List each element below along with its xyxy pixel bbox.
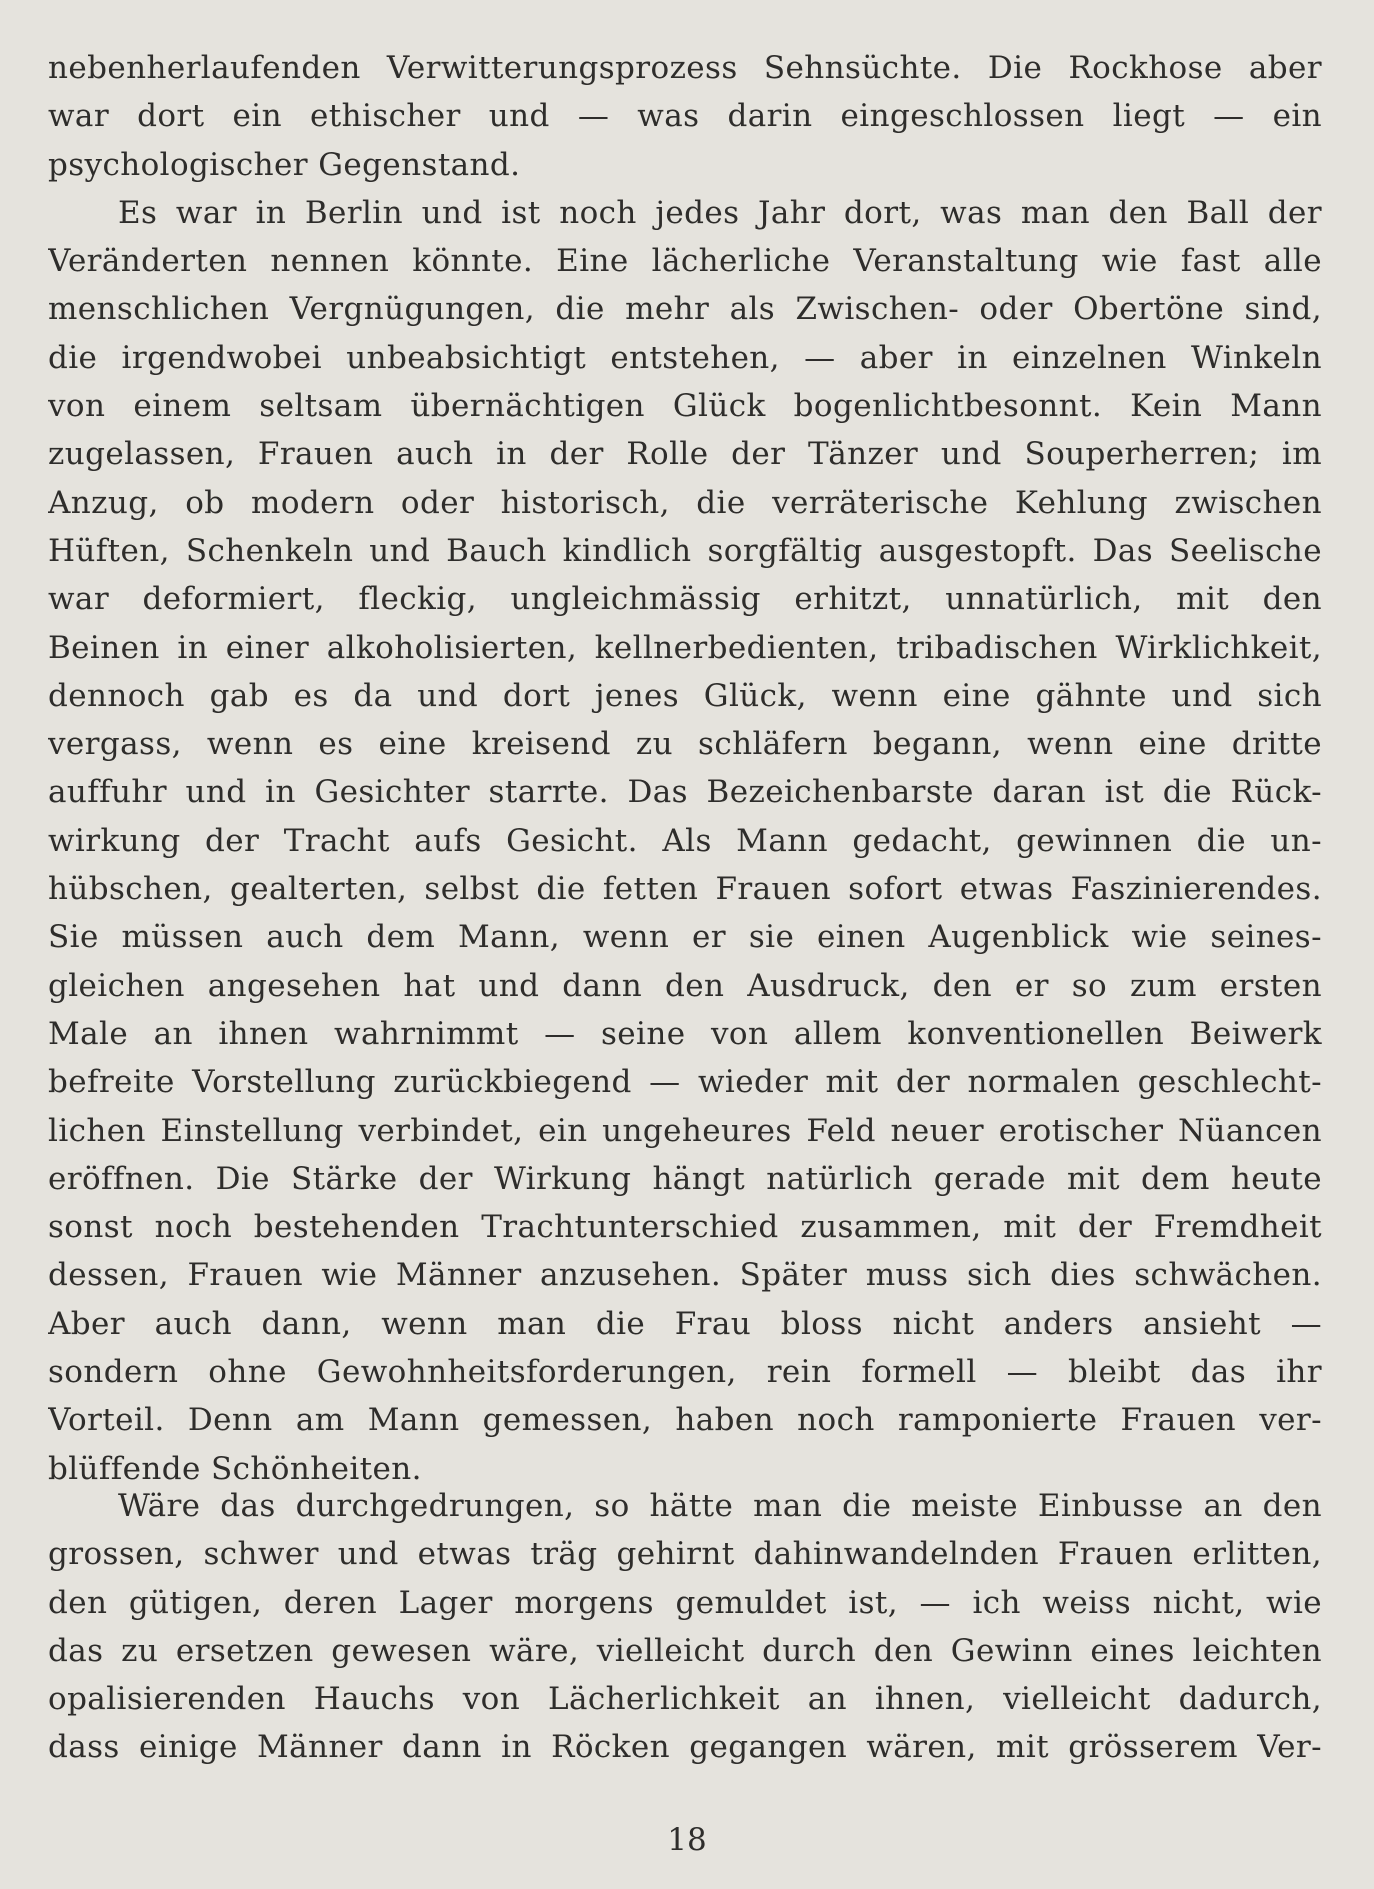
text-line: dass einige Männer dann in Röcken gegangen wären, mit grösserem Ver- [48, 1729, 1322, 1766]
text-line: von einem seltsam übernächtigen Glück bogenlichtbesonnt. Kein Mann [48, 388, 1322, 425]
text-line: zugelassen, Frauen auch in der Rolle der Tänzer und Souperherren; im [48, 436, 1322, 473]
text-line: dennoch gab es da und dort jenes Glück, wenn eine gähnte und sich [48, 677, 1322, 714]
text-line: Veränderten nennen könnte. Eine lächerliche Veranstaltung wie fast alle [48, 243, 1322, 280]
page-number: 18 [667, 1822, 707, 1858]
text-line: Male an ihnen wahrnimmt — seine von allem konventionellen Beiwerk [48, 1015, 1322, 1052]
text-line: war deformiert, fleckig, ungleichmässig erhitzt, unnatürlich, mit den [48, 581, 1322, 618]
text-line: den gütigen, deren Lager morgens gemuldet ist, — ich weiss nicht, wie [48, 1584, 1322, 1621]
text-column [48, 44, 1322, 1493]
text-line: psychologischer Gegenstand. [48, 146, 521, 183]
text-line: auffuhr und in Gesichter starrte. Das Bezeichenbarste daran ist die Rück- [48, 774, 1322, 811]
text-line: Sie müssen auch dem Mann, wenn er sie einen Augenblick wie seines- [48, 919, 1322, 956]
text-line: gleichen angesehen hat und dann den Ausdruck, den er so zum ersten [48, 967, 1322, 1004]
text-line: Beinen in einer alkoholisierten, kellnerbedienten, tribadischen Wirklichkeit, [48, 629, 1322, 666]
text-line: dessen, Frauen wie Männer anzusehen. Später muss sich dies schwächen. [48, 1257, 1322, 1294]
text-line: befreite Vorstellung zurückbiegend — wieder mit der normalen geschlecht- [48, 1064, 1322, 1101]
text-line: menschlichen Vergnügungen, die mehr als Zwischen- oder Obertöne sind, [48, 291, 1322, 328]
text-line: Wäre das durchgedrungen, so hätte man die meiste Einbusse an den [118, 1488, 1322, 1524]
text-line: Aber auch dann, wenn man die Frau bloss nicht anders ansieht — [48, 1305, 1322, 1342]
text-line: nebenherlaufenden Verwitterungsprozess Sehnsüchte. Die Rockhose aber [48, 50, 1322, 86]
text-line: das zu ersetzen gewesen wäre, vielleicht durch den Gewinn eines leichten [48, 1632, 1322, 1669]
text-line: Es war in Berlin und ist noch jedes Jahr dort, was man den Ball der [118, 194, 1322, 231]
text-line: die irgendwobei unbeabsichtigt entstehen, — aber in einzelnen Winkeln [48, 339, 1322, 376]
text-line: sonst noch bestehenden Trachtunterschied zusammen, mit der Fremdheit [48, 1209, 1322, 1246]
text-line: Anzug, ob modern oder historisch, die verräterische Kehlung zwischen [48, 484, 1322, 521]
text-line: lichen Einstellung verbindet, ein ungeheures Feld neuer erotischer Nüancen [48, 1112, 1322, 1149]
text-line: eröffnen. Die Stärke der Wirkung hängt natürlich gerade mit dem heute [48, 1160, 1322, 1197]
text-line: vergass, wenn es eine kreisend zu schläfern begann, wenn eine dritte [48, 726, 1322, 763]
text-line: grossen, schwer und etwas träg gehirnt dahinwandelnden Frauen erlitten, [48, 1536, 1322, 1573]
text-line: war dort ein ethischer und — was darin eingeschlossen liegt — ein [48, 98, 1322, 135]
text-line: blüffende Schönheiten. [48, 1450, 422, 1487]
text-line: wirkung der Tracht aufs Gesicht. Als Mann gedacht, gewinnen die un- [48, 822, 1322, 859]
text-line: hübschen, gealterten, selbst die fetten Frauen sofort etwas Faszinierendes. [48, 871, 1322, 908]
text-line: opalisierenden Hauchs von Lächerlichkeit an ihnen, vielleicht dadurch, [48, 1681, 1322, 1718]
text-line: sondern ohne Gewohnheitsforderungen, rein formell — bleibt das ihr [48, 1354, 1322, 1391]
text-line: Vorteil. Denn am Mann gemessen, haben noch ramponierte Frauen ver- [48, 1402, 1322, 1439]
text-column-lower [48, 1482, 1322, 1772]
text-line: Hüften, Schenkeln und Bauch kindlich sorgfältig ausgestopft. Das Seelische [48, 532, 1322, 569]
